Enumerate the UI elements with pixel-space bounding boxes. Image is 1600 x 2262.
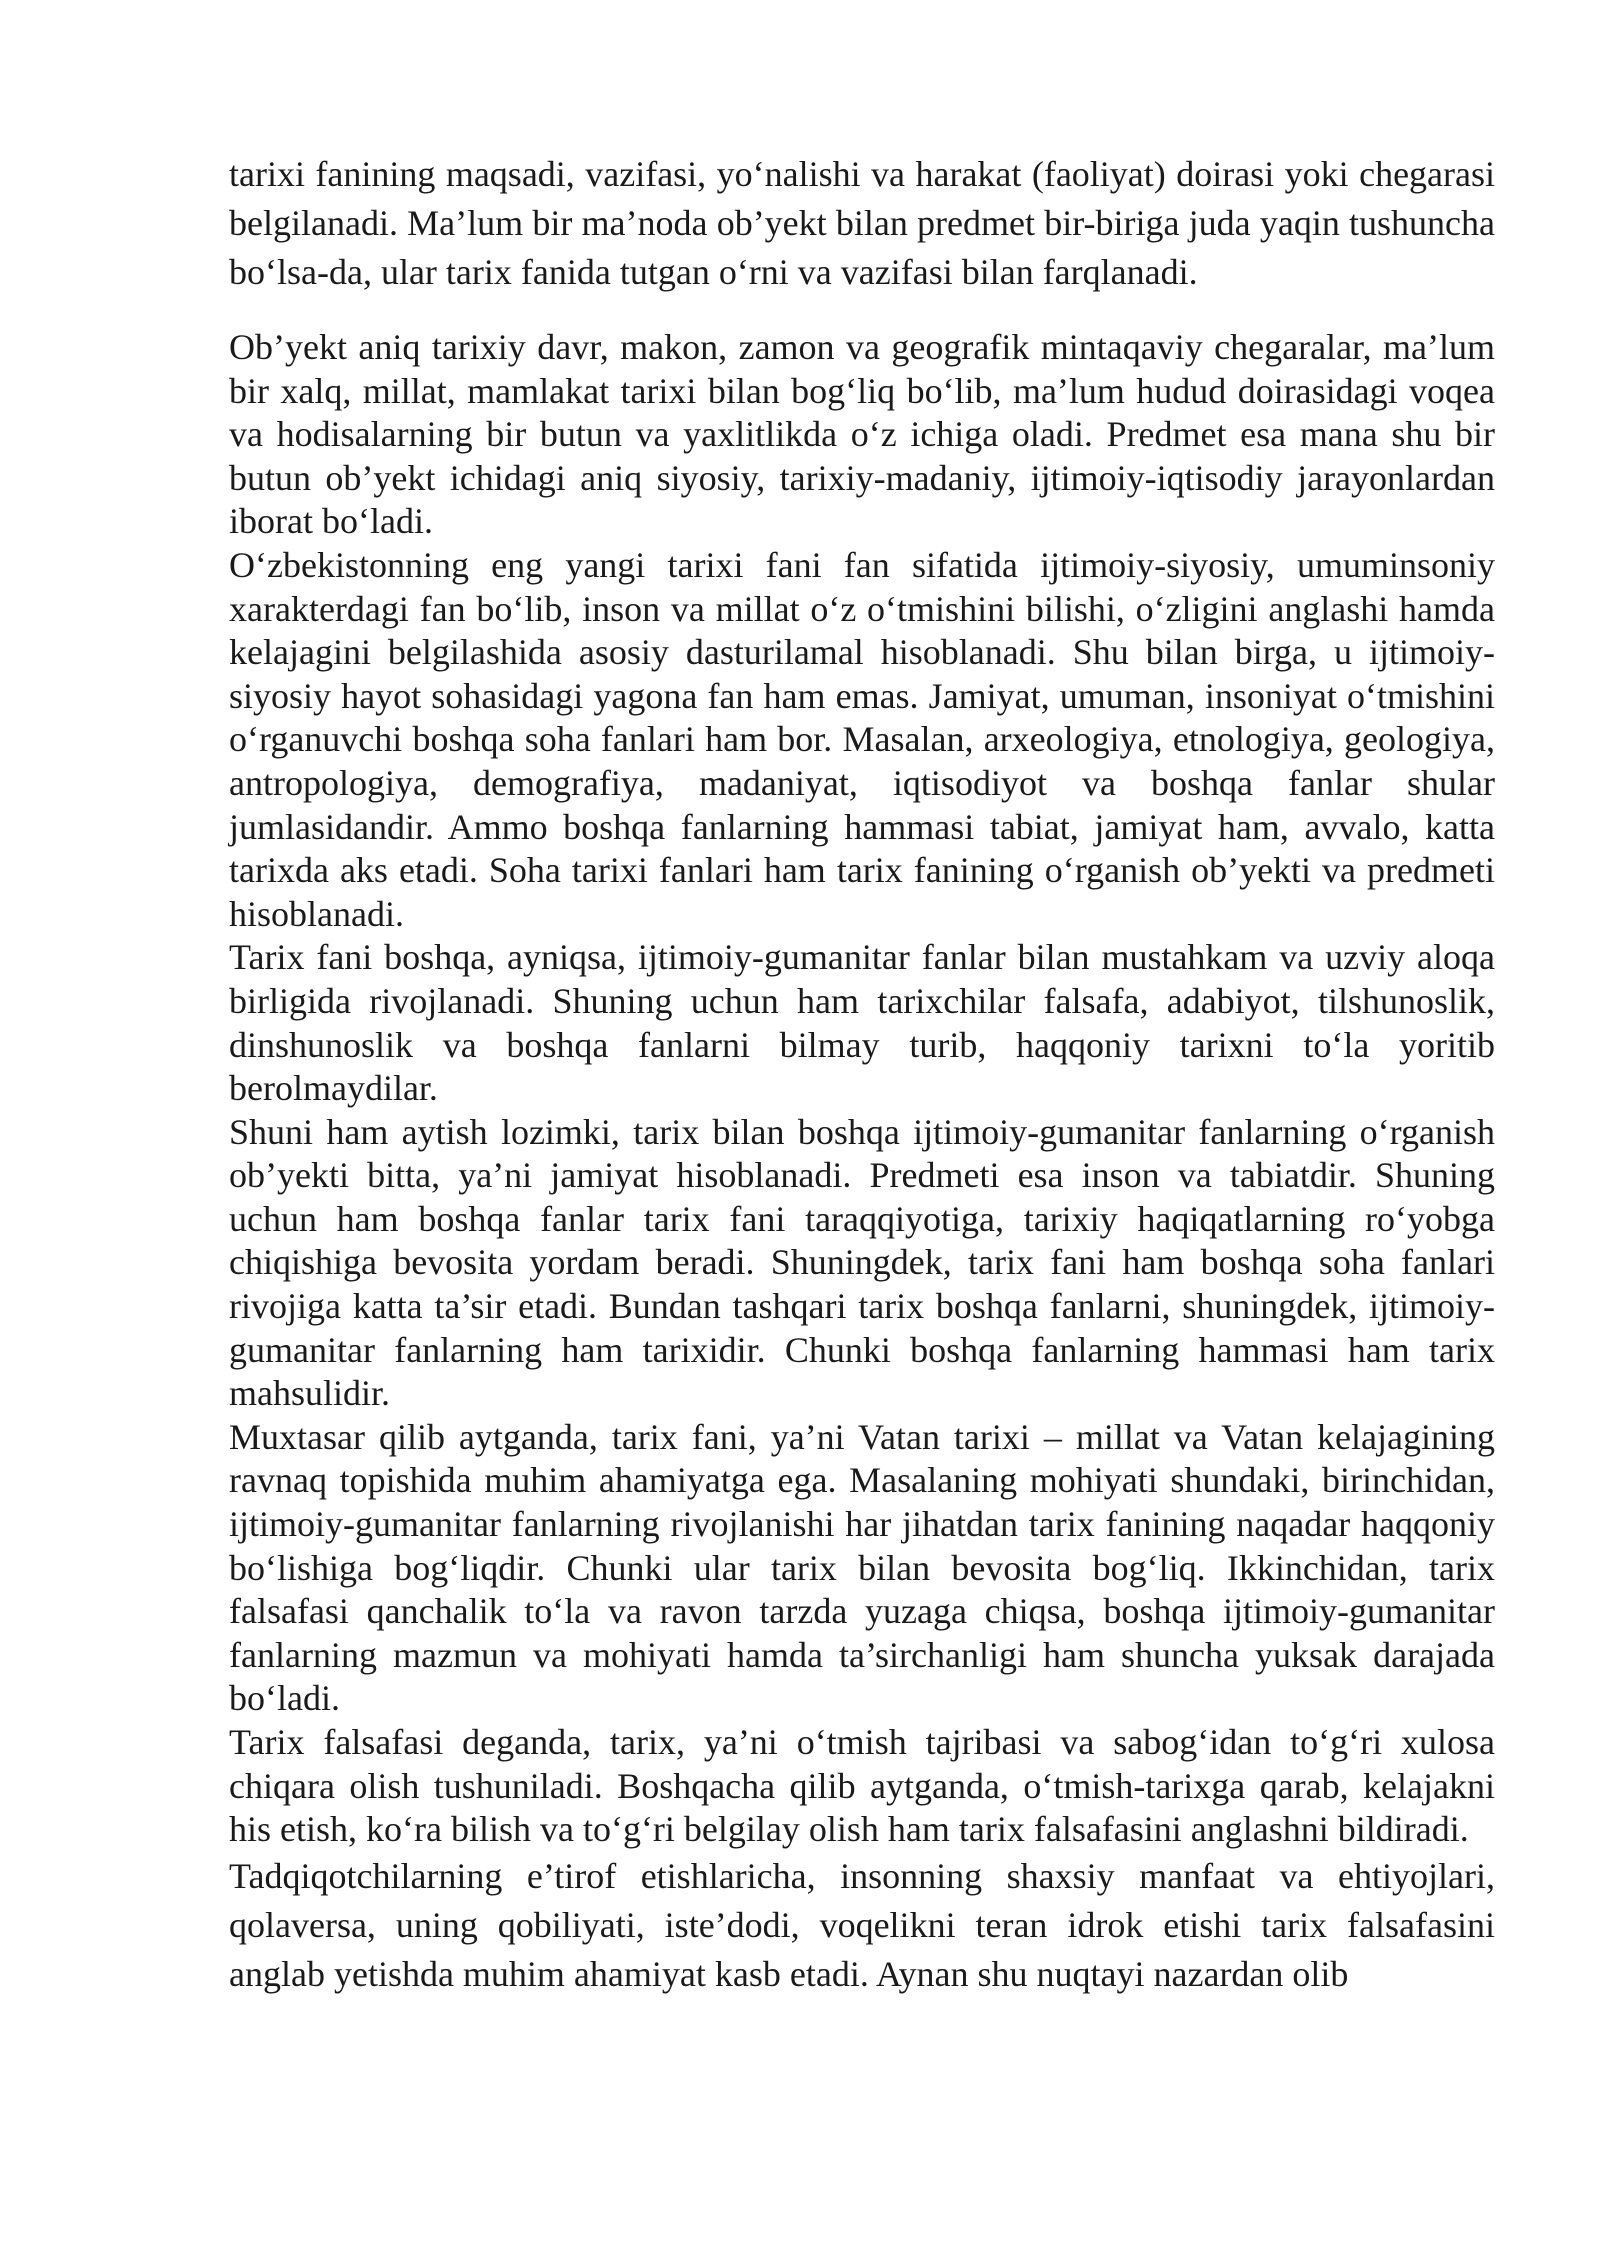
paragraph-2: Ob’yekt aniq tarixiy davr, makon, zamon va geografik mintaqaviy chegaralar, ma’lum bir xalq, millat, mamlakat tarixi bilan bog‘liq bo‘lib, ma’lum hudud doirasidagi voqea va hodisalarning bir butun va yaxlitlikda o‘z ichiga oladi. Predmet esa mana shu bir butun ob’yekt ichidagi aniq siyosiy, tarixiy-madaniy, ijtimoiy-iqtisodiy jarayonlardan iborat bo‘ladi. bbox=[229, 327, 1495, 542]
paragraph-5: Shuni ham aytish lozimki, tarix bilan boshqa ijtimoiy-gumanitar fanlarning o‘rganish ob’yekti bitta, ya’ni jamiyat hisoblanadi. Predmeti esa inson va tabiatdir. Shuning uchun ham boshqa fanlar tarix fani taraqqiyotiga, tarixiy haqiqatlarning ro‘yobga chiqishiga bevosita yordam beradi. Shuningdek, tarix fani ham boshqa soha fanlari rivojiga katta ta’sir etadi. Bundan tashqari tarix boshqa fanlarni, shuningdek, ijtimoiy-gumanitar fanlarning ham tarixidir. Chunki boshqa fanlarning hammasi ham tarix mahsulidir. bbox=[229, 1111, 1495, 1414]
paragraph-4: Tarix fani boshqa, ayniqsa, ijtimoiy-gumanitar fanlar bilan mustahkam va uzviy aloqa birligida rivojlanadi. Shuning uchun ham tarixchilar falsafa, adabiyot, tilshunoslik, dinshunoslik va boshqa fanlarni bilmay turib, haqqoniy tarixni to‘la yoritib berolmaydilar. bbox=[229, 937, 1495, 1109]
paragraph-6: Muxtasar qilib aytganda, tarix fani, ya’ni Vatan tarixi – millat va Vatan kelajagining ravnaq topishida muhim ahamiyatga ega. Masalaning mohiyati shundaki, birinchidan, ijtimoiy-gumanitar fanlarning rivojlanishi har jihatdan tarix fanining naqadar haqqoniy bo‘lishiga bog‘liqdir. Chunki ular tarix bilan bevosita bog‘liq. Ikkinchidan, tarix falsafasi qanchalik to‘la va ravon tarzda yuzaga chiqsa, boshqa ijtimoiy-gumanitar fanlarning mazmun va mohiyati hamda ta’sirchanligi ham shuncha yuksak darajada bo‘ladi. bbox=[229, 1416, 1495, 1719]
paragraph-3: O‘zbekistonning eng yangi tarixi fani fan sifatida ijtimoiy-siyosiy, umuminsoniy xarakterdagi fan bo‘lib, inson va millat o‘z o‘tmishini bilishi, o‘zligini anglashi hamda kelajagini belgilashida asosiy dasturilamal hisoblanadi. Shu bilan birga, u ijtimoiy-siyosiy hayot sohasidagi yagona fan ham emas. Jamiyat, umuman, insoniyat o‘tmishini o‘rganuvchi boshqa soha fanlari ham bor. Masalan, arxeologiya, etnologiya, geologiya, antropologiya, demografiya, madaniyat, iqtisodiyot va boshqa fanlar shular jumlasidandir. Ammo boshqa fanlarning hammasi tabiat, jamiyat ham, avvalo, katta tarixda aks etadi. Soha tarixi fanlari ham tarix fanining o‘rganish ob’yekti va predmeti hisoblanadi. bbox=[229, 544, 1495, 934]
paragraph-1: tarixi fanining maqsadi, vazifasi, yo‘nalishi va harakat (faoliyat) doirasi yoki chegarasi belgilanadi. Ma’lum bir ma’noda ob’yekt bilan predmet bir-biriga juda yaqin tushuncha bo‘lsa-da, ular tarix fanida tutgan o‘rni va vazifasi bilan farqlanadi. bbox=[229, 154, 1495, 292]
paragraph-7: Tarix falsafasi deganda, tarix, ya’ni o‘tmish tajribasi va sabog‘idan to‘g‘ri xulosa chiqara olish tushuniladi. Boshqacha qilib aytganda, o‘tmish-tarixga qarab, kelajakni his etish, ko‘ra bilish va to‘g‘ri belgilay olish ham tarix falsafasini anglashni bildiradi. bbox=[229, 1722, 1495, 1850]
paragraph-8: Tadqiqotchilarning e’tirof etishlaricha, insonning shaxsiy manfaat va ehtiyojlari, qolaversa, uning qobiliyati, iste’dodi, voqelikni teran idrok etishi tarix falsafasini anglab yetishda muhim ahamiyat kasb etadi. Aynan shu nuqtayi nazardan olib bbox=[229, 1855, 1495, 1994]
document-page bbox=[229, 150, 1495, 1999]
